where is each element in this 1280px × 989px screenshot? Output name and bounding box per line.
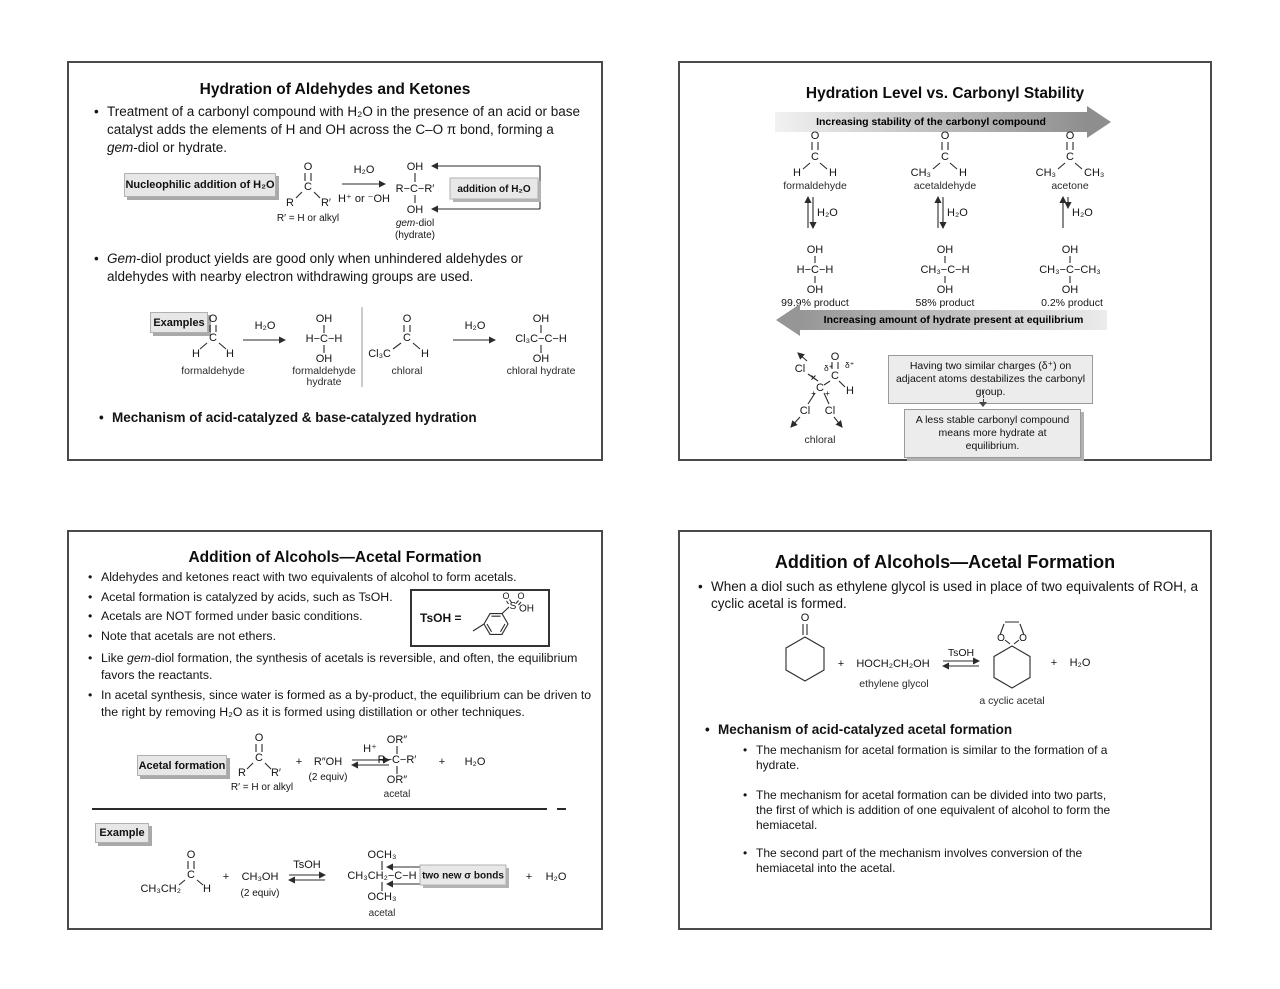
reagent-label: H₂O bbox=[353, 164, 375, 176]
double-bond bbox=[305, 173, 311, 181]
bullet-dot: • bbox=[88, 570, 93, 584]
slide3-title: Addition of Alcohols—Acetal Formation bbox=[188, 549, 482, 567]
destabilize-note-box bbox=[888, 355, 1093, 404]
atom-label: OR″ bbox=[386, 734, 408, 746]
bullet-dot: • bbox=[88, 590, 93, 604]
formula-label: H−C−H bbox=[796, 264, 834, 276]
atom-label: R′ bbox=[320, 197, 332, 209]
atom-label: O bbox=[997, 633, 1005, 644]
atom-label: O bbox=[800, 612, 810, 624]
bullet-text: -diol formation, the synthesis of acetals is reversible, and often, the equilibrium favors the reactants. bbox=[101, 651, 578, 682]
bonds bbox=[1058, 163, 1082, 169]
atom-label: C bbox=[1066, 151, 1074, 163]
bullet-dot: • bbox=[94, 104, 99, 119]
atom-label: OH bbox=[532, 313, 550, 325]
slide3-bullet-6 bbox=[88, 687, 599, 721]
nucleophilic-addition-label-box bbox=[124, 173, 276, 197]
note-text: A less stable carbonyl compound means more hydrate at equilibrium. bbox=[915, 414, 1070, 452]
atom-label: O bbox=[940, 130, 950, 142]
label-text: Example bbox=[99, 827, 145, 839]
slide-acetal-formation-2 bbox=[678, 530, 1212, 930]
cyclohexane-ring bbox=[994, 646, 1030, 688]
bullet-dot: • bbox=[743, 846, 748, 860]
bullet-text: Mechanism of acid-catalyzed & base-catalyzed hydration bbox=[112, 410, 477, 425]
chloral-hydrate-structure bbox=[507, 313, 576, 377]
atom-label: R bbox=[286, 197, 294, 209]
bonds bbox=[803, 163, 827, 169]
r-note: R′ = H or alkyl bbox=[230, 782, 294, 793]
atom-label: OH bbox=[1061, 244, 1079, 256]
slide-acetal-formation-1 bbox=[67, 530, 603, 930]
equilibrium-arrows bbox=[289, 859, 325, 880]
acetal-formation-label-box bbox=[137, 755, 227, 776]
reagent-label: H₂O bbox=[464, 320, 486, 332]
bullet-text-em: Gem bbox=[107, 251, 137, 266]
atom-label: H bbox=[421, 348, 429, 360]
atom-label: OH bbox=[806, 244, 824, 256]
atom-label: C bbox=[255, 752, 263, 764]
slide4-bullet-2 bbox=[705, 722, 1188, 737]
bullet-dot: • bbox=[99, 410, 104, 425]
bond bbox=[824, 381, 830, 385]
atom-label: OH bbox=[315, 313, 333, 325]
connector-dashed-line bbox=[983, 391, 984, 402]
chloral-structure bbox=[368, 313, 429, 377]
label-text: Acetal formation bbox=[138, 759, 226, 772]
tsoh-definition-box bbox=[410, 589, 550, 647]
gem-diol-structure bbox=[395, 161, 435, 241]
bullet-text: Aldehydes and ketones react with two equivalents of alcohol to form acetals. bbox=[101, 570, 517, 584]
chloral-dipole-structure bbox=[770, 348, 885, 448]
dipole-arrow bbox=[834, 417, 842, 427]
propanal-structure bbox=[140, 849, 211, 895]
atom-label: H bbox=[226, 348, 234, 360]
bullet-text-em: gem bbox=[107, 140, 134, 155]
equilibrium-arrows bbox=[943, 647, 979, 666]
plus-sign: + bbox=[1050, 657, 1058, 669]
sigma-box-label: two new σ bonds bbox=[422, 870, 504, 882]
atom-label: OR″ bbox=[386, 774, 408, 786]
plus-mark: + bbox=[825, 388, 830, 398]
double-bond bbox=[404, 325, 410, 332]
atom-label: OH bbox=[532, 353, 550, 365]
section-divider-dash bbox=[557, 808, 566, 810]
compound-name: chloral bbox=[804, 434, 836, 446]
example-label-box bbox=[95, 823, 149, 843]
delta-plus-label: δ⁺ bbox=[845, 360, 855, 370]
atom-label: O bbox=[1019, 633, 1027, 644]
bullet-text: Acetal formation is catalyzed by acids, such as TsOH. bbox=[101, 590, 393, 604]
compound-name: acetaldehyde bbox=[913, 180, 977, 192]
cyclohexane-ring bbox=[786, 637, 824, 681]
formula-label: CH₃CH₂−C−H bbox=[347, 870, 417, 882]
atom-label: H bbox=[846, 385, 854, 397]
bullet-text: Mechanism of acid-catalyzed acetal formation bbox=[718, 722, 1013, 737]
atom-label: OH bbox=[936, 284, 954, 296]
cyclic-acetal-structure bbox=[979, 622, 1044, 707]
double-bond bbox=[942, 142, 948, 150]
slide4-sub-bullet-3 bbox=[743, 846, 1118, 876]
hydration-equilibria bbox=[680, 123, 1214, 309]
label-text: Examples bbox=[153, 316, 205, 329]
catalyst-label: TsOH bbox=[947, 647, 975, 659]
compound-name: acetone bbox=[1051, 180, 1089, 192]
percent-label: 0.2% product bbox=[1041, 297, 1103, 309]
double-bond bbox=[812, 142, 818, 150]
carbonyl-structure bbox=[231, 732, 293, 793]
methyl-bond bbox=[473, 624, 484, 631]
atom-label: C bbox=[403, 332, 411, 344]
tsoh-label: TsOH = bbox=[420, 611, 462, 625]
equiv-note: (2 equiv) bbox=[240, 888, 280, 899]
atom-label: R bbox=[238, 767, 246, 779]
formaldehyde-structure bbox=[181, 313, 245, 377]
delta-plus-label: δ⁺ bbox=[824, 363, 834, 373]
slide1-bullet-3 bbox=[99, 410, 592, 425]
slide3-bullet-1 bbox=[88, 570, 517, 584]
bullet-dot: • bbox=[705, 722, 710, 737]
compound-name: acetal bbox=[383, 789, 411, 800]
reagent-label: H₂O bbox=[254, 320, 276, 332]
atom-label: CH₃CH₂ bbox=[140, 883, 181, 895]
slide4-bullet-1 bbox=[698, 578, 1208, 612]
bullet-text: When a diol such as ethylene glycol is used in place of two equivalents of ROH, a cyclic acetal is formed. bbox=[711, 579, 1199, 611]
double-bond bbox=[210, 325, 216, 332]
acetone-column bbox=[1036, 130, 1105, 309]
atom-label: CH₃ bbox=[1035, 167, 1056, 179]
bullet-dot: • bbox=[94, 251, 99, 266]
hydration-scheme bbox=[269, 155, 599, 251]
atom-label: Cl bbox=[799, 405, 811, 417]
examples-scheme bbox=[169, 303, 589, 398]
double-bond bbox=[188, 861, 194, 869]
atom-label: OH bbox=[315, 353, 333, 365]
byproduct-label: H₂O bbox=[464, 756, 486, 768]
plus-sign: + bbox=[295, 756, 303, 768]
double-bond bbox=[803, 624, 807, 635]
bullet-dot: • bbox=[88, 609, 93, 623]
bullet-text: The mechanism for acetal formation is similar to the formation of a hydrate. bbox=[756, 743, 1108, 772]
bullet-dot: • bbox=[88, 688, 93, 702]
r-note: R′ = H or alkyl bbox=[276, 213, 340, 224]
compound-name: a cyclic acetal bbox=[979, 695, 1045, 707]
bullet-text: Note that acetals are not ethers. bbox=[101, 629, 276, 643]
gem-diol-label: gem-diol bbox=[395, 218, 435, 229]
bond bbox=[502, 607, 509, 614]
addition-bracket bbox=[432, 166, 541, 209]
atom-label: O bbox=[810, 130, 820, 142]
bullet-text: The second part of the mechanism involves conversion of the hemiacetal into the acetal. bbox=[756, 846, 1083, 875]
label-text: Nucleophilic addition of H₂O bbox=[125, 179, 275, 191]
atom-label: O bbox=[254, 732, 264, 744]
acetaldehyde-column bbox=[911, 130, 977, 309]
bullet-text: In acetal synthesis, since water is formed as a by-product, the equilibrium can be driven to the right by removing H₂O as it is formed using distillation or other techniques. bbox=[101, 688, 592, 719]
note-text: Having two similar charges (δ⁺) on adjacent atoms destabilizes the carbonyl group. bbox=[895, 360, 1086, 398]
percent-label: 99.9% product bbox=[781, 297, 849, 309]
atom-label: CH₃ bbox=[1084, 167, 1105, 179]
slide3-bullet-2 bbox=[88, 590, 393, 604]
bullet-dot: • bbox=[698, 579, 703, 594]
acetal-structure bbox=[378, 734, 417, 800]
atom-label: C bbox=[941, 151, 949, 163]
bullet-dot: • bbox=[743, 788, 748, 802]
section-divider bbox=[92, 808, 547, 810]
atom-label: C bbox=[304, 181, 312, 193]
atom-label: C bbox=[187, 869, 195, 881]
atom-label: O bbox=[502, 591, 510, 601]
plus-sign: + bbox=[222, 871, 230, 883]
arrowhead-down bbox=[979, 402, 987, 407]
atom-label: OCH₃ bbox=[367, 849, 397, 861]
catalyst-label: TsOH bbox=[293, 859, 321, 871]
formaldehyde-column bbox=[781, 130, 849, 309]
bullet-dot: • bbox=[88, 629, 93, 643]
addition-box-label: addition of H₂O bbox=[457, 184, 531, 195]
formaldehyde-hydrate-structure bbox=[292, 313, 356, 388]
formula-label: CH₃−C−H bbox=[920, 264, 970, 276]
atom-label: C bbox=[811, 151, 819, 163]
bond bbox=[839, 381, 845, 387]
atom-label: H bbox=[959, 167, 967, 179]
bullet-text: The mechanism for acetal formation can be divided into two parts, the first of which is addition of one equivalent of alcohol to form the hemiacetal. bbox=[756, 788, 1111, 832]
dipole-arrow bbox=[798, 353, 807, 361]
atom-label: H bbox=[203, 883, 211, 895]
compound-name: formaldehyde bbox=[783, 180, 847, 192]
slide-hydration-level-vs-carbonyl-stability bbox=[678, 61, 1212, 461]
atom-label: H bbox=[793, 167, 801, 179]
acetal-formation-scheme bbox=[229, 728, 649, 812]
bullet-text-em: gem bbox=[126, 651, 151, 665]
slide-hydration-of-aldehydes-and-ketones bbox=[67, 61, 603, 461]
acetal-example-scheme bbox=[129, 844, 605, 922]
compound-name: hydrate bbox=[306, 376, 342, 388]
atom-label: C bbox=[209, 332, 217, 344]
tosic-acid-structure bbox=[412, 591, 548, 645]
hydrate-label: (hydrate) bbox=[394, 230, 436, 241]
reagent-label: HOCH₂CH₂OH bbox=[856, 658, 930, 670]
slide3-bullet-4 bbox=[88, 629, 276, 643]
compound-name: formaldehyde bbox=[181, 365, 245, 377]
plus-sign: + bbox=[837, 658, 845, 670]
formula-label: CH₃−C−CH₃ bbox=[1039, 264, 1101, 276]
ring-double-bonds bbox=[487, 616, 505, 632]
hydrate-gradient-arrow bbox=[800, 310, 1107, 330]
less-stable-note-box bbox=[904, 409, 1081, 458]
atom-label: CH₃ bbox=[910, 167, 931, 179]
cyclic-acetal-scheme bbox=[760, 610, 1130, 710]
compound-name: chloral bbox=[391, 365, 423, 377]
bullet-text: Like bbox=[101, 651, 127, 665]
double-bond bbox=[256, 744, 262, 752]
atom-label: H bbox=[192, 348, 200, 360]
bullet-text: Acetals are NOT formed under basic conditions. bbox=[101, 609, 363, 623]
bullet-dot: • bbox=[88, 651, 93, 665]
formula-label: Cl₃C−C−H bbox=[515, 333, 567, 345]
atom-label: O bbox=[186, 849, 196, 861]
atom-label: R′ bbox=[270, 767, 282, 779]
bullet-text: -diol product yields are good only when unhindered aldehydes or aldehydes with nearby electron withdrawing groups are used. bbox=[107, 251, 523, 284]
slide4-title: Addition of Alcohols—Acetal Formation bbox=[774, 552, 1116, 573]
arrowhead-left bbox=[776, 304, 800, 336]
slide4-sub-bullet-2 bbox=[743, 788, 1118, 833]
percent-label: 58% product bbox=[915, 297, 975, 309]
atom-label: OH bbox=[936, 244, 954, 256]
compound-name: acetal bbox=[368, 908, 396, 919]
slide3-bullet-3 bbox=[88, 609, 363, 623]
reaction-arrow bbox=[338, 164, 390, 205]
plus-sign: + bbox=[525, 871, 533, 883]
compound-name: chloral hydrate bbox=[506, 365, 576, 377]
atom-label: O bbox=[517, 591, 525, 601]
reagent-label: H₂O bbox=[817, 207, 838, 219]
atom-label: OH bbox=[806, 284, 824, 296]
atom-label: H bbox=[829, 167, 837, 179]
slide1-title: Hydration of Aldehydes and Ketones bbox=[199, 81, 471, 99]
reagent-label: CH₃OH bbox=[241, 871, 279, 883]
gradient-arrow-text: Increasing amount of hydrate present at equilibrium bbox=[823, 314, 1084, 326]
carbonyl-structure bbox=[277, 161, 339, 224]
dipole-arrow bbox=[791, 417, 800, 427]
atom-label: Cl₃C bbox=[368, 348, 391, 360]
atom-label: C bbox=[831, 370, 839, 382]
bonds bbox=[933, 163, 957, 169]
byproduct-label: H₂O bbox=[1069, 657, 1091, 669]
slide2-title: Hydration Level vs. Carbonyl Stability bbox=[805, 85, 1085, 103]
atom-label: Cl bbox=[824, 405, 836, 417]
reagent-label: H₂O bbox=[947, 207, 968, 219]
formula-label: H−C−H bbox=[305, 333, 343, 345]
formula-label: R−C−R′ bbox=[395, 183, 435, 195]
condition-label: H⁺ or ⁻OH bbox=[338, 193, 390, 205]
slide1-bullet-2 bbox=[94, 250, 587, 286]
bullet-text: Treatment of a carbonyl compound with H₂O in the presence of an acid or base catalyst adds the elements of H and OH across the C–O π bond, forming a bbox=[107, 104, 580, 137]
atom-label: OH bbox=[406, 161, 424, 173]
atom-label: OCH₃ bbox=[367, 891, 397, 903]
atom-label: O bbox=[208, 313, 218, 325]
gradient-arrow-text: Increasing stability of the carbonyl compound bbox=[816, 116, 1046, 128]
slide4-sub-bullet-1 bbox=[743, 743, 1118, 773]
atom-label: O bbox=[402, 313, 412, 325]
cyclohexanone-structure bbox=[786, 612, 824, 681]
slide3-bullet-5 bbox=[88, 650, 593, 684]
compound-name: ethylene glycol bbox=[859, 678, 929, 690]
equiv-note: (2 equiv) bbox=[308, 772, 348, 783]
bullet-text: -diol or hydrate. bbox=[133, 140, 228, 155]
plus-sign: + bbox=[438, 756, 446, 768]
atom-label: C bbox=[816, 382, 824, 394]
atom-label: OH bbox=[406, 204, 424, 216]
formula-label: R−C−R′ bbox=[377, 754, 417, 766]
slide1-bullet-1 bbox=[94, 103, 587, 157]
double-bond bbox=[1067, 142, 1073, 150]
atom-label: OH bbox=[1061, 284, 1079, 296]
atom-label: S bbox=[509, 601, 517, 612]
atom-label: O bbox=[1065, 130, 1075, 142]
plus-mark: + bbox=[811, 388, 816, 398]
atom-label: O bbox=[303, 161, 313, 173]
compound-name: formaldehyde bbox=[292, 365, 356, 377]
byproduct-label: H₂O bbox=[545, 871, 567, 883]
atom-label: O bbox=[830, 351, 840, 363]
bullet-dot: • bbox=[743, 743, 748, 757]
reagent-label: R″OH bbox=[313, 756, 343, 768]
catalyst-label: H⁺ bbox=[363, 743, 377, 755]
atom-label: Cl bbox=[794, 363, 806, 375]
reagent-label: H₂O bbox=[1072, 207, 1093, 219]
atom-label: OH bbox=[519, 603, 534, 615]
